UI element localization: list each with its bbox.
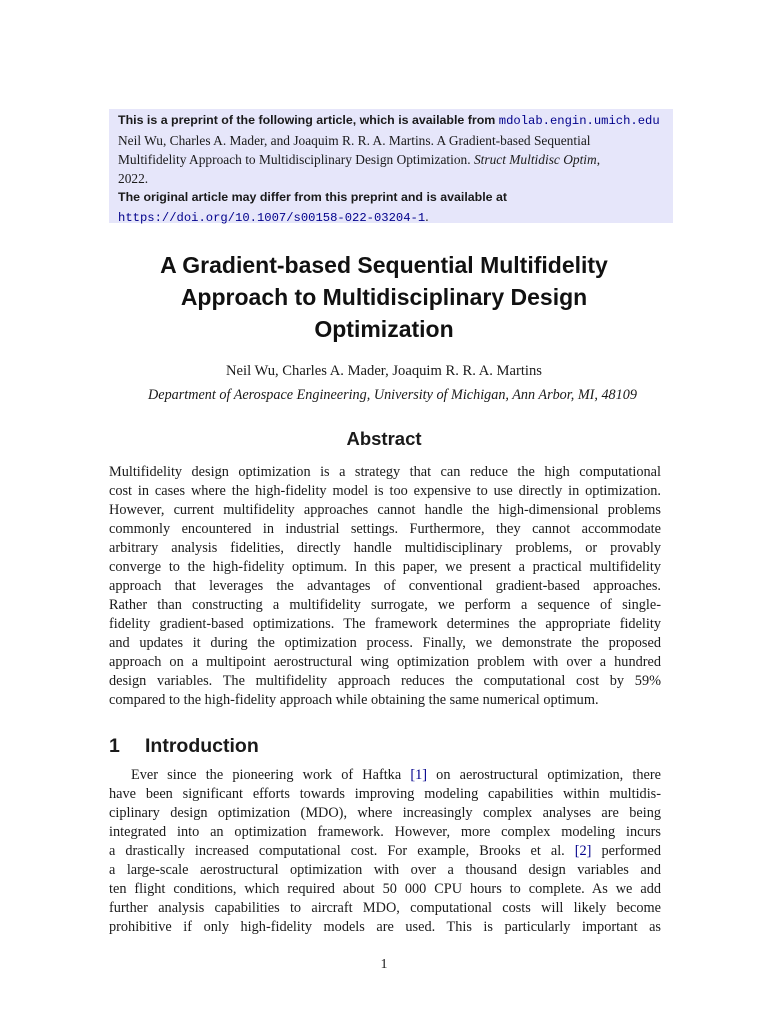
intro-line: further analysis capabilities to aircraft MDO, computational costs will likely become	[109, 900, 661, 916]
preprint-notice	[109, 109, 673, 223]
title-line-2: Approach to Multidisciplinary Design	[180, 284, 588, 310]
abstract-line: compared to the high-fidelity approach while obtaining the same numerical optimum.	[109, 692, 599, 708]
abstract-body	[109, 463, 661, 710]
abstract-line: approach that leverages the advantages of conventional gradient-based approaches.	[109, 578, 661, 594]
citation-link[interactable]: [2]	[574, 843, 592, 859]
paper-title	[100, 249, 668, 345]
title-line-1: A Gradient-based Sequential Multifidelity	[160, 252, 608, 278]
affiliation: Department of Aerospace Engineering, University of Michigan, Ann Arbor, MI, 48109	[148, 387, 637, 403]
section-title: Introduction	[145, 735, 259, 757]
abstract-line: However, current multifidelity approaches cannot handle the high-dimensional problems	[109, 502, 661, 518]
abstract-line: and updates it during the optimization process. Finally, we demonstrate the proposed	[109, 635, 661, 651]
page-number: 1	[380, 957, 388, 972]
preprint-lead: This is a preprint of the following article, which is available from mdolab.engin.umich.edu	[118, 113, 660, 128]
preprint-differ-note: The original article may differ from this preprint and is available at	[118, 190, 508, 204]
abstract-heading: Abstract	[346, 428, 422, 449]
intro-line: Ever since the pioneering work of Haftka [1] on aerostructural optimization, there	[131, 767, 661, 783]
intro-line: ten flight conditions, which required about 50 000 CPU hours to complete. As we add	[109, 881, 661, 897]
abstract-line: fidelity gradient-based optimizations. The framework determines the appropriate fidelity	[109, 616, 661, 632]
section-number: 1	[109, 735, 120, 757]
title-line-3: Optimization	[314, 316, 454, 342]
intro-line: ciplinary design optimization (MDO), where increasingly complex analyses are being	[109, 805, 661, 821]
journal-name: Struct Multidisc Optim	[473, 152, 597, 167]
abstract-line: arbitrary analysis fidelities, directly handle multidisciplinary problems, or provably	[109, 540, 661, 556]
citation-line-1: Neil Wu, Charles A. Mader, and Joaquim R. R. A. Martins. A Gradient-based Sequential	[118, 133, 591, 148]
citation-year: 2022.	[118, 171, 149, 186]
doi-link[interactable]: https://doi.org/10.1007/s00158-022-03204-1	[118, 211, 426, 225]
intro-line: a large-scale aerostructural optimization with over a thousand design variables and	[109, 862, 661, 878]
intro-line: have been significant efforts towards improving modeling capabilities within multidis-	[109, 786, 661, 802]
abstract-line: approach on a multipoint aerostructural wing optimization problem with over a hundred	[109, 654, 661, 670]
abstract-line: Multifidelity design optimization is a strategy that can reduce the high computational	[109, 464, 661, 480]
abstract-line: cost in cases where the high-fidelity model is too expensive to use directly in optimization.	[109, 483, 661, 499]
intro-line: a drastically increased computational cost. For example, Brooks et al. [2] performed	[109, 843, 661, 859]
intro-line: integrated into an optimization framework. However, more complex modeling incurs	[109, 824, 661, 840]
abstract-line: converge to the high-fidelity optimum. In this paper, we present a practical multifidelity	[109, 559, 661, 575]
doi-line: https://doi.org/10.1007/s00158-022-03204-1.	[118, 209, 429, 225]
introduction-body	[109, 766, 661, 937]
abstract-line: Rather than constructing a multifidelity surrogate, we perform a sequence of single-	[109, 597, 661, 613]
intro-line: prohibitive if only high-fidelity models are used. This is particularly important as	[109, 919, 661, 935]
section-heading-introduction	[109, 733, 259, 759]
citation-link[interactable]: [1]	[410, 767, 428, 783]
preprint-url-link[interactable]: mdolab.engin.umich.edu	[498, 114, 660, 128]
citation-line-2: Multifidelity Approach to Multidisciplinary Design Optimization. Struct Multidisc Optim,	[118, 152, 601, 167]
abstract-line: design variables. The multifidelity approach reduces the computational cost by 59%	[109, 673, 661, 689]
author-list: Neil Wu, Charles A. Mader, Joaquim R. R. A. Martins	[226, 363, 542, 379]
abstract-line: commonly encountered in industrial settings. Furthermore, they cannot accommodate	[109, 521, 661, 537]
